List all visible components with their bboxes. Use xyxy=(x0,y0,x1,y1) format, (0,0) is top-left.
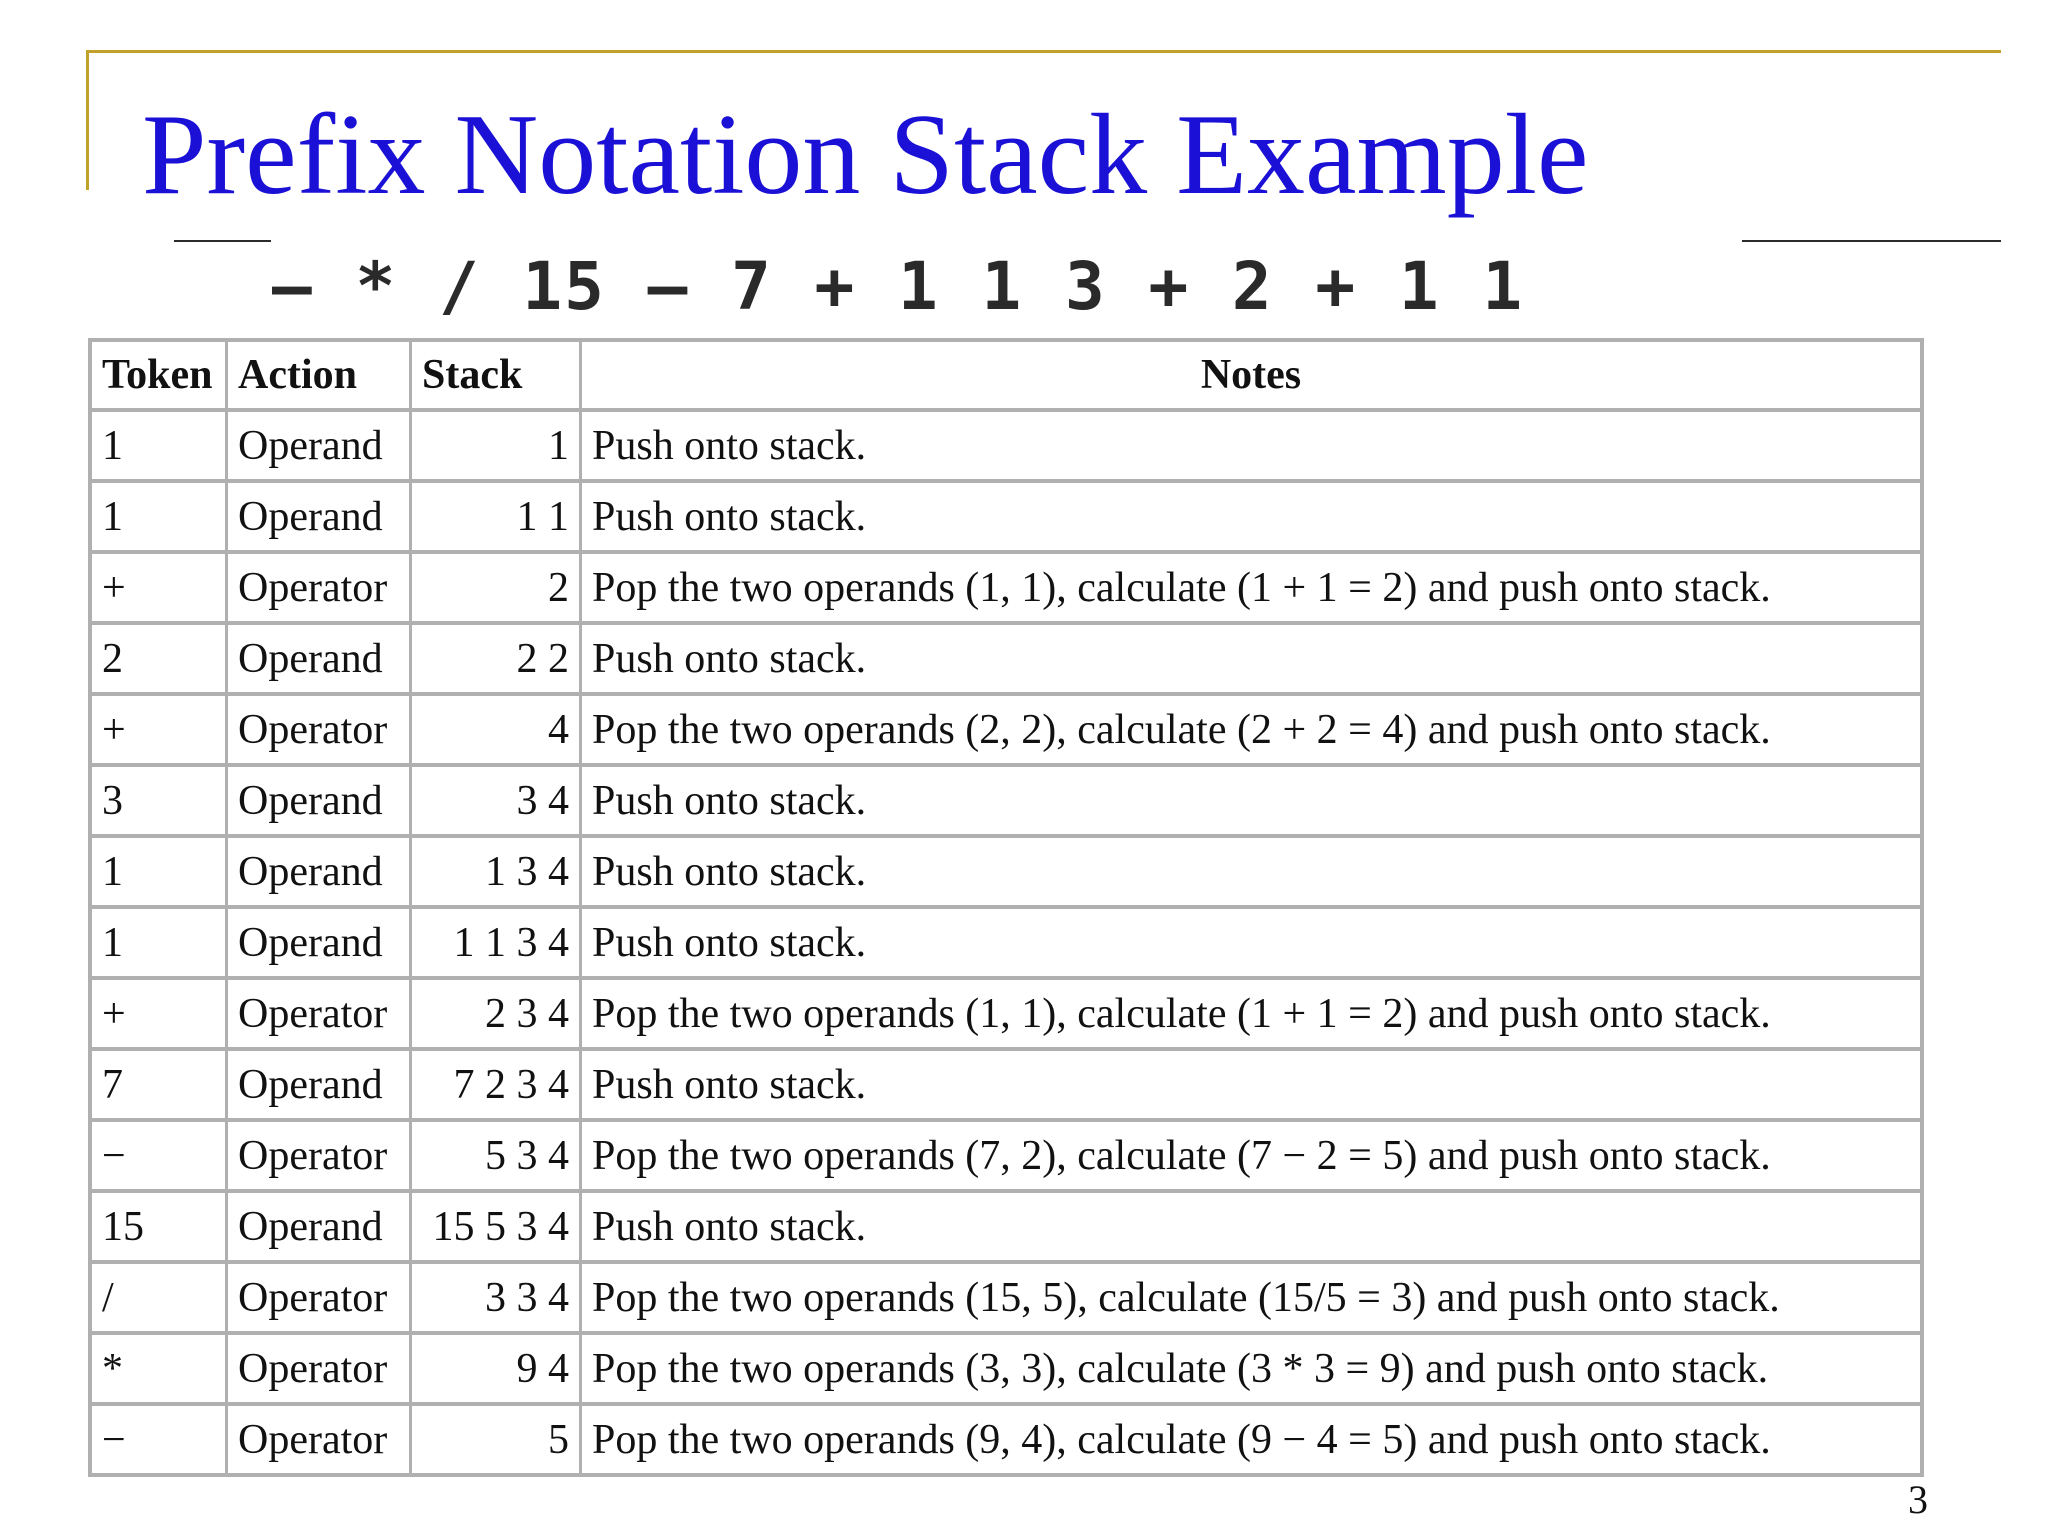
cell-notes: Push onto stack. xyxy=(582,1193,1920,1264)
cell-notes: Pop the two operands (15, 5), calculate (15/5 = 3) and push onto stack. xyxy=(582,1264,1920,1335)
cell-stack: 5 3 4 xyxy=(412,1122,582,1193)
cell-token: − xyxy=(92,1122,228,1193)
cell-stack: 2 2 xyxy=(412,625,582,696)
cell-token: + xyxy=(92,696,228,767)
cell-notes: Pop the two operands (9, 4), calculate (9 − 4 = 5) and push onto stack. xyxy=(592,1416,1771,1463)
cell-stack: 3 3 4 xyxy=(412,1264,582,1335)
cell-stack: 7 2 3 4 xyxy=(412,1051,582,1122)
page-number: 3 xyxy=(1908,1477,1928,1522)
expression-rule-right xyxy=(1742,240,2001,242)
cell-action: Operator xyxy=(228,1335,412,1406)
stack-table-container xyxy=(88,338,1916,1477)
cell-token: + xyxy=(92,554,228,625)
cell-action: Operator xyxy=(228,554,412,625)
cell-token: − xyxy=(92,1406,228,1473)
cell-token: 1 xyxy=(92,412,228,483)
header-stack: Stack xyxy=(412,342,582,412)
top-accent-rule xyxy=(86,50,2001,53)
table-row xyxy=(92,483,1920,554)
cell-stack: 1 1 xyxy=(412,483,582,554)
cell-stack: 4 xyxy=(412,696,582,767)
table-header-row xyxy=(92,342,1920,412)
cell-stack: 2 xyxy=(412,554,582,625)
table-row xyxy=(92,1193,1920,1264)
cell-token: 1 xyxy=(92,909,228,980)
cell-stack: 1 3 4 xyxy=(412,838,582,909)
stack-trace-table xyxy=(88,338,1924,1477)
cell-action: Operator xyxy=(228,980,412,1051)
cell-notes: Pop the two operands (7, 2), calculate (7 − 2 = 5) and push onto stack. xyxy=(582,1122,1920,1193)
cell-action: Operator xyxy=(228,1264,412,1335)
cell-action: Operand xyxy=(228,412,412,483)
cell-action: Operator xyxy=(228,1122,412,1193)
header-token: Token xyxy=(92,342,228,412)
cell-action: Operand xyxy=(228,483,412,554)
cell-token: 1 xyxy=(92,483,228,554)
cell-token: + xyxy=(92,980,228,1051)
table-row xyxy=(92,1122,1920,1193)
slide-title: Prefix Notation Stack Example xyxy=(142,91,1589,219)
cell-action: Operator xyxy=(228,1406,412,1473)
cell-notes: Push onto stack. xyxy=(582,1051,1920,1122)
table-row xyxy=(92,1335,1920,1406)
cell-action: Operand xyxy=(228,625,412,696)
cell-action: Operand xyxy=(228,1193,412,1264)
cell-token: 1 xyxy=(92,838,228,909)
table-row xyxy=(92,412,1920,483)
header-action: Action xyxy=(228,342,412,412)
header-notes: Notes xyxy=(582,342,1920,412)
table-row xyxy=(92,554,1920,625)
cell-action: Operand xyxy=(228,838,412,909)
cell-token: 2 xyxy=(92,625,228,696)
cell-stack: 9 4 xyxy=(412,1335,582,1406)
table-row xyxy=(92,625,1920,696)
cell-notes: Pop the two operands (1, 1), calculate (1 + 1 = 2) and push onto stack. xyxy=(582,554,1920,625)
table-row xyxy=(92,696,1920,767)
cell-token: 7 xyxy=(92,1051,228,1122)
cell-notes: Pop the two operands (2, 2), calculate (2 + 2 = 4) and push onto stack. xyxy=(582,696,1920,767)
cell-stack: 1 xyxy=(412,412,582,483)
table-row xyxy=(92,767,1920,838)
table-row xyxy=(92,1406,1920,1473)
table-row xyxy=(92,1051,1920,1122)
cell-action: Operator xyxy=(228,696,412,767)
cell-token: * xyxy=(92,1335,228,1406)
table-body xyxy=(92,412,1920,1473)
cell-stack: 15 5 3 4 xyxy=(412,1193,582,1264)
cell-notes: Push onto stack. xyxy=(582,767,1920,838)
cell-notes: Push onto stack. xyxy=(582,838,1920,909)
left-accent-rule xyxy=(86,50,89,190)
cell-notes: Pop the two operands (3, 3), calculate (3 * 3 = 9) and push onto stack. xyxy=(582,1335,1920,1406)
cell-action: Operand xyxy=(228,767,412,838)
cell-action: Operand xyxy=(228,1051,412,1122)
table-row xyxy=(92,838,1920,909)
cell-notes: Push onto stack. xyxy=(582,483,1920,554)
cell-notes: Pop the two operands (1, 1), calculate (1 + 1 = 2) and push onto stack. xyxy=(582,980,1920,1051)
cell-token: / xyxy=(92,1264,228,1335)
cell-token: 3 xyxy=(92,767,228,838)
cell-token: 15 xyxy=(92,1193,228,1264)
cell-stack: 2 3 4 xyxy=(412,980,582,1051)
expression-rule-left xyxy=(174,240,271,242)
cell-notes: Push onto stack. xyxy=(582,412,1920,483)
cell-stack: 3 4 xyxy=(412,767,582,838)
cell-stack: 1 1 3 4 xyxy=(412,909,582,980)
prefix-expression: – * / 15 – 7 + 1 1 3 + 2 + 1 1 xyxy=(272,236,1742,336)
cell-stack: 5 xyxy=(412,1406,582,1473)
table-row xyxy=(92,909,1920,980)
table-row xyxy=(92,1264,1920,1335)
table-row xyxy=(92,980,1920,1051)
cell-notes: Push onto stack. xyxy=(582,909,1920,980)
cell-notes: Push onto stack. xyxy=(582,625,1920,696)
cell-action: Operand xyxy=(228,909,412,980)
